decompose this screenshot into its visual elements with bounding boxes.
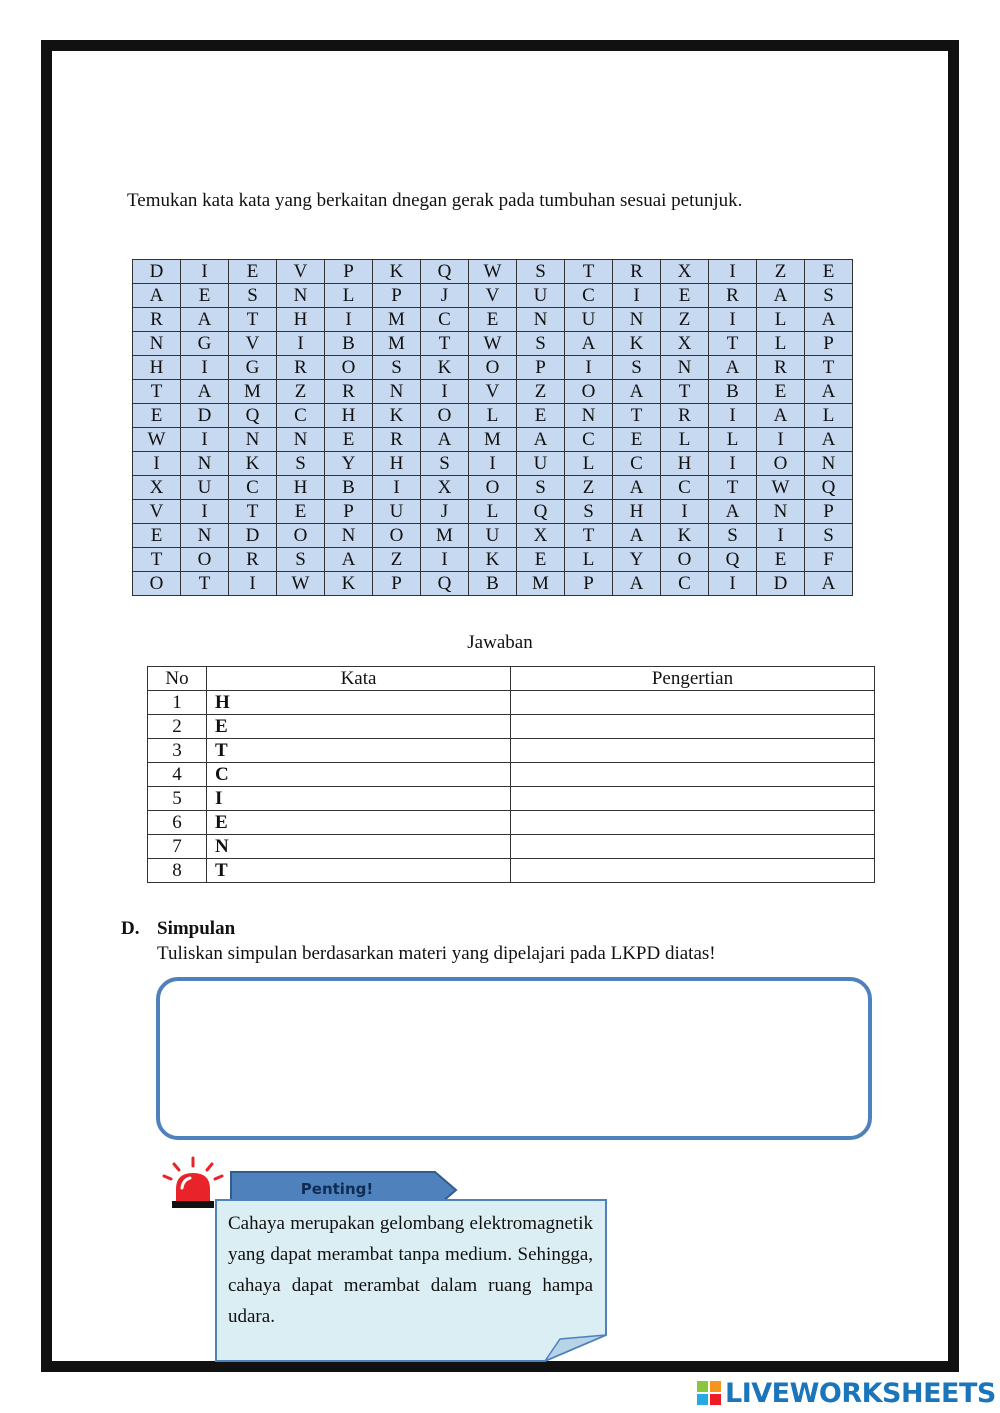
grid-cell[interactable]: J: [421, 284, 469, 308]
grid-row: [133, 284, 853, 308]
grid-row: [133, 308, 853, 332]
word-search-grid[interactable]: [132, 259, 853, 596]
grid-row: [133, 356, 853, 380]
grid-cell[interactable]: N: [181, 452, 229, 476]
grid-cell[interactable]: Z: [373, 548, 421, 572]
grid-cell[interactable]: D: [757, 572, 805, 596]
grid-cell[interactable]: A: [805, 428, 853, 452]
answer-row: [148, 763, 875, 787]
grid-cell[interactable]: I: [709, 452, 757, 476]
grid-cell[interactable]: N: [373, 380, 421, 404]
grid-cell[interactable]: N: [661, 356, 709, 380]
grid-row: [133, 404, 853, 428]
answer-pengertian-input[interactable]: [511, 739, 875, 763]
grid-cell[interactable]: X: [421, 476, 469, 500]
grid-cell[interactable]: S: [565, 500, 613, 524]
grid-row: [133, 548, 853, 572]
answer-no: 2: [148, 715, 207, 739]
grid-cell[interactable]: V: [229, 332, 277, 356]
grid-cell[interactable]: C: [565, 284, 613, 308]
answer-row: [148, 835, 875, 859]
grid-cell[interactable]: K: [373, 404, 421, 428]
answer-row: [148, 859, 875, 883]
grid-cell[interactable]: O: [469, 476, 517, 500]
liveworksheets-logo: [697, 1378, 996, 1408]
answer-pengertian-input[interactable]: [511, 763, 875, 787]
grid-cell[interactable]: E: [133, 404, 181, 428]
grid-cell[interactable]: N: [805, 452, 853, 476]
answer-pengertian-input[interactable]: [511, 859, 875, 883]
grid-cell[interactable]: C: [421, 308, 469, 332]
answer-kata-input[interactable]: N: [207, 835, 511, 859]
grid-row: [133, 524, 853, 548]
grid-cell[interactable]: X: [661, 260, 709, 284]
grid-cell[interactable]: T: [613, 404, 661, 428]
answer-kata-input[interactable]: H: [207, 691, 511, 715]
grid-cell[interactable]: Q: [229, 404, 277, 428]
grid-cell[interactable]: U: [517, 284, 565, 308]
grid-cell[interactable]: J: [421, 500, 469, 524]
grid-cell[interactable]: L: [661, 428, 709, 452]
grid-cell[interactable]: A: [709, 356, 757, 380]
grid-cell[interactable]: T: [709, 332, 757, 356]
grid-cell[interactable]: P: [565, 572, 613, 596]
grid-cell[interactable]: D: [133, 260, 181, 284]
grid-cell[interactable]: T: [229, 308, 277, 332]
grid-cell[interactable]: S: [421, 452, 469, 476]
grid-row: [133, 332, 853, 356]
grid-cell[interactable]: T: [181, 572, 229, 596]
grid-cell[interactable]: I: [565, 356, 613, 380]
grid-cell[interactable]: P: [373, 284, 421, 308]
grid-cell[interactable]: L: [469, 500, 517, 524]
grid-cell[interactable]: S: [373, 356, 421, 380]
grid-cell[interactable]: S: [517, 260, 565, 284]
grid-cell[interactable]: T: [709, 476, 757, 500]
grid-cell[interactable]: R: [661, 404, 709, 428]
grid-cell[interactable]: A: [517, 428, 565, 452]
answer-pengertian-input[interactable]: [511, 787, 875, 811]
grid-cell[interactable]: I: [757, 524, 805, 548]
grid-cell[interactable]: O: [661, 548, 709, 572]
grid-cell[interactable]: N: [133, 332, 181, 356]
grid-cell[interactable]: B: [469, 572, 517, 596]
grid-cell[interactable]: R: [277, 356, 325, 380]
grid-cell[interactable]: Z: [517, 380, 565, 404]
grid-row: [133, 260, 853, 284]
grid-cell[interactable]: R: [613, 260, 661, 284]
grid-cell[interactable]: C: [277, 404, 325, 428]
grid-cell[interactable]: T: [565, 260, 613, 284]
grid-cell[interactable]: A: [133, 284, 181, 308]
grid-cell[interactable]: I: [613, 284, 661, 308]
answer-pengertian-input[interactable]: [511, 811, 875, 835]
grid-cell[interactable]: V: [469, 284, 517, 308]
grid-row: [133, 428, 853, 452]
grid-cell[interactable]: A: [421, 428, 469, 452]
grid-cell[interactable]: S: [517, 476, 565, 500]
grid-cell[interactable]: X: [661, 332, 709, 356]
grid-cell[interactable]: K: [373, 260, 421, 284]
grid-cell[interactable]: I: [277, 332, 325, 356]
penting-label: Penting!: [300, 1180, 374, 1198]
grid-cell[interactable]: H: [133, 356, 181, 380]
grid-cell[interactable]: I: [757, 428, 805, 452]
grid-cell[interactable]: K: [421, 356, 469, 380]
grid-cell[interactable]: E: [757, 548, 805, 572]
grid-cell[interactable]: I: [133, 452, 181, 476]
grid-cell[interactable]: N: [613, 308, 661, 332]
grid-cell[interactable]: N: [325, 524, 373, 548]
answer-row: [148, 691, 875, 715]
logo-icon: [697, 1381, 721, 1405]
grid-cell[interactable]: I: [181, 500, 229, 524]
grid-cell[interactable]: G: [181, 332, 229, 356]
grid-cell[interactable]: H: [277, 308, 325, 332]
grid-cell[interactable]: X: [133, 476, 181, 500]
grid-cell[interactable]: A: [757, 404, 805, 428]
grid-cell[interactable]: A: [613, 380, 661, 404]
grid-row: [133, 500, 853, 524]
grid-cell[interactable]: P: [325, 500, 373, 524]
grid-cell[interactable]: R: [373, 428, 421, 452]
answer-no: 7: [148, 835, 207, 859]
grid-cell[interactable]: R: [757, 356, 805, 380]
grid-cell[interactable]: N: [517, 308, 565, 332]
grid-cell[interactable]: S: [277, 548, 325, 572]
grid-cell[interactable]: C: [661, 476, 709, 500]
grid-cell[interactable]: S: [277, 452, 325, 476]
grid-cell[interactable]: C: [613, 452, 661, 476]
grid-cell[interactable]: W: [469, 260, 517, 284]
grid-cell[interactable]: O: [133, 572, 181, 596]
grid-cell[interactable]: O: [373, 524, 421, 548]
grid-cell[interactable]: W: [757, 476, 805, 500]
answer-row: [148, 739, 875, 763]
grid-cell[interactable]: E: [277, 500, 325, 524]
grid-cell[interactable]: I: [709, 260, 757, 284]
answer-no: 8: [148, 859, 207, 883]
grid-cell[interactable]: M: [421, 524, 469, 548]
grid-cell[interactable]: I: [181, 428, 229, 452]
grid-cell[interactable]: H: [661, 452, 709, 476]
grid-cell[interactable]: I: [373, 476, 421, 500]
grid-row: [133, 452, 853, 476]
answer-table-header: [148, 667, 875, 691]
grid-cell[interactable]: U: [517, 452, 565, 476]
answer-pengertian-input[interactable]: [511, 835, 875, 859]
answer-no: 6: [148, 811, 207, 835]
grid-cell[interactable]: E: [469, 308, 517, 332]
grid-cell[interactable]: O: [421, 404, 469, 428]
grid-cell[interactable]: I: [661, 500, 709, 524]
grid-cell[interactable]: M: [517, 572, 565, 596]
grid-cell[interactable]: R: [709, 284, 757, 308]
grid-cell[interactable]: A: [325, 548, 373, 572]
grid-cell[interactable]: K: [661, 524, 709, 548]
grid-cell[interactable]: A: [805, 380, 853, 404]
section-d-heading: [121, 918, 235, 940]
answer-pengertian-input[interactable]: [511, 715, 875, 739]
grid-cell[interactable]: T: [565, 524, 613, 548]
grid-row: [133, 476, 853, 500]
grid-cell[interactable]: E: [133, 524, 181, 548]
grid-cell[interactable]: S: [517, 332, 565, 356]
answer-title: Jawaban: [467, 632, 533, 653]
grid-cell[interactable]: E: [181, 284, 229, 308]
grid-cell[interactable]: B: [325, 476, 373, 500]
grid-cell[interactable]: E: [757, 380, 805, 404]
grid-cell[interactable]: N: [229, 428, 277, 452]
grid-cell[interactable]: P: [805, 332, 853, 356]
answer-row: [148, 715, 875, 739]
grid-cell[interactable]: A: [757, 284, 805, 308]
grid-cell[interactable]: F: [805, 548, 853, 572]
grid-cell[interactable]: A: [709, 500, 757, 524]
grid-cell[interactable]: S: [805, 284, 853, 308]
grid-row: [133, 380, 853, 404]
grid-cell[interactable]: M: [373, 332, 421, 356]
grid-cell[interactable]: Q: [421, 260, 469, 284]
grid-cell[interactable]: B: [325, 332, 373, 356]
answer-kata-input[interactable]: C: [207, 763, 511, 787]
grid-cell[interactable]: K: [613, 332, 661, 356]
answer-no: 4: [148, 763, 207, 787]
grid-cell[interactable]: C: [661, 572, 709, 596]
grid-cell[interactable]: T: [229, 500, 277, 524]
header-no: No: [148, 667, 207, 691]
header-kata: Kata: [207, 667, 511, 691]
grid-cell[interactable]: E: [229, 260, 277, 284]
grid-cell[interactable]: R: [133, 308, 181, 332]
grid-cell[interactable]: D: [229, 524, 277, 548]
grid-cell[interactable]: E: [517, 548, 565, 572]
grid-cell[interactable]: N: [181, 524, 229, 548]
grid-cell[interactable]: K: [229, 452, 277, 476]
grid-cell[interactable]: N: [277, 284, 325, 308]
grid-cell[interactable]: D: [181, 404, 229, 428]
grid-cell[interactable]: A: [181, 380, 229, 404]
grid-cell[interactable]: Z: [565, 476, 613, 500]
grid-cell[interactable]: M: [229, 380, 277, 404]
grid-cell[interactable]: L: [757, 308, 805, 332]
grid-cell[interactable]: N: [277, 428, 325, 452]
grid-cell[interactable]: H: [277, 476, 325, 500]
grid-cell[interactable]: W: [277, 572, 325, 596]
grid-cell[interactable]: G: [229, 356, 277, 380]
grid-cell[interactable]: K: [469, 548, 517, 572]
grid-cell[interactable]: I: [709, 308, 757, 332]
grid-cell[interactable]: I: [709, 572, 757, 596]
grid-cell[interactable]: O: [757, 452, 805, 476]
answer-row: [148, 787, 875, 811]
grid-cell[interactable]: T: [133, 380, 181, 404]
answer-pengertian-input[interactable]: [511, 691, 875, 715]
grid-cell[interactable]: X: [517, 524, 565, 548]
grid-cell[interactable]: I: [421, 380, 469, 404]
grid-cell[interactable]: I: [421, 548, 469, 572]
answer-no: 5: [148, 787, 207, 811]
grid-cell[interactable]: R: [229, 548, 277, 572]
grid-cell[interactable]: O: [277, 524, 325, 548]
grid-cell[interactable]: L: [709, 428, 757, 452]
grid-cell[interactable]: P: [517, 356, 565, 380]
grid-cell[interactable]: V: [277, 260, 325, 284]
grid-cell[interactable]: P: [805, 500, 853, 524]
section-d-title: Simpulan: [157, 918, 236, 939]
grid-cell[interactable]: B: [709, 380, 757, 404]
grid-cell[interactable]: S: [229, 284, 277, 308]
answer-kata-input[interactable]: T: [207, 739, 511, 763]
grid-cell[interactable]: T: [421, 332, 469, 356]
grid-cell[interactable]: T: [661, 380, 709, 404]
grid-cell[interactable]: S: [613, 356, 661, 380]
grid-cell[interactable]: Q: [805, 476, 853, 500]
grid-cell[interactable]: W: [469, 332, 517, 356]
grid-cell[interactable]: I: [709, 404, 757, 428]
grid-cell[interactable]: I: [181, 260, 229, 284]
answer-no: 1: [148, 691, 207, 715]
grid-cell[interactable]: U: [373, 500, 421, 524]
grid-cell[interactable]: A: [613, 572, 661, 596]
grid-cell[interactable]: N: [757, 500, 805, 524]
grid-cell[interactable]: T: [805, 356, 853, 380]
grid-cell[interactable]: L: [565, 452, 613, 476]
grid-cell[interactable]: Q: [421, 572, 469, 596]
answer-no: 3: [148, 739, 207, 763]
grid-cell[interactable]: O: [181, 548, 229, 572]
grid-cell[interactable]: I: [325, 308, 373, 332]
grid-cell[interactable]: S: [709, 524, 757, 548]
grid-cell[interactable]: U: [181, 476, 229, 500]
grid-cell[interactable]: O: [325, 356, 373, 380]
grid-cell[interactable]: E: [517, 404, 565, 428]
grid-cell[interactable]: L: [805, 404, 853, 428]
grid-cell[interactable]: K: [325, 572, 373, 596]
important-note-text: Cahaya merupakan gelombang elektromagnetik yang dapat merambat tanpa medium. Sehingga, cahaya dapat merambat dalam ruang hampa udara.: [228, 1213, 593, 1327]
grid-cell[interactable]: I: [181, 356, 229, 380]
grid-cell[interactable]: E: [325, 428, 373, 452]
grid-cell[interactable]: I: [229, 572, 277, 596]
grid-cell[interactable]: Z: [661, 308, 709, 332]
section-d-label: D.: [121, 918, 140, 939]
grid-cell[interactable]: V: [133, 500, 181, 524]
section-d-description: Tuliskan simpulan berdasarkan materi yang dipelajari pada LKPD diatas!: [157, 943, 716, 964]
grid-cell[interactable]: A: [613, 524, 661, 548]
answer-row: [148, 811, 875, 835]
grid-cell[interactable]: A: [181, 308, 229, 332]
grid-cell[interactable]: L: [757, 332, 805, 356]
instruction-text: Temukan kata kata yang berkaitan dnegan gerak pada tumbuhan sesuai petunjuk.: [127, 190, 743, 211]
logo-text: LIVEWORKSHEETS: [725, 1377, 996, 1409]
answer-kata-input[interactable]: E: [207, 715, 511, 739]
grid-cell[interactable]: M: [469, 428, 517, 452]
grid-cell[interactable]: I: [469, 452, 517, 476]
grid-cell[interactable]: M: [373, 308, 421, 332]
header-pengertian: Pengertian: [511, 667, 875, 691]
grid-cell[interactable]: R: [325, 380, 373, 404]
grid-cell[interactable]: L: [325, 284, 373, 308]
grid-cell[interactable]: H: [373, 452, 421, 476]
grid-cell[interactable]: A: [565, 332, 613, 356]
grid-cell[interactable]: H: [613, 500, 661, 524]
grid-cell[interactable]: S: [805, 524, 853, 548]
grid-cell[interactable]: Z: [757, 260, 805, 284]
grid-cell[interactable]: A: [805, 308, 853, 332]
grid-cell[interactable]: U: [469, 524, 517, 548]
grid-cell[interactable]: L: [565, 548, 613, 572]
grid-cell[interactable]: O: [565, 380, 613, 404]
simpulan-answer-box[interactable]: [156, 977, 872, 1140]
answer-kata-input[interactable]: E: [207, 811, 511, 835]
grid-cell[interactable]: A: [613, 476, 661, 500]
grid-cell[interactable]: Y: [325, 452, 373, 476]
grid-cell[interactable]: E: [805, 260, 853, 284]
grid-cell[interactable]: Z: [277, 380, 325, 404]
grid-cell[interactable]: H: [325, 404, 373, 428]
grid-cell[interactable]: T: [133, 548, 181, 572]
grid-cell[interactable]: E: [613, 428, 661, 452]
grid-cell[interactable]: P: [373, 572, 421, 596]
grid-cell[interactable]: E: [661, 284, 709, 308]
grid-cell[interactable]: W: [133, 428, 181, 452]
grid-cell[interactable]: O: [469, 356, 517, 380]
grid-cell[interactable]: C: [565, 428, 613, 452]
grid-cell[interactable]: L: [469, 404, 517, 428]
answer-kata-input[interactable]: I: [207, 787, 511, 811]
grid-cell[interactable]: N: [565, 404, 613, 428]
grid-cell[interactable]: V: [469, 380, 517, 404]
grid-cell[interactable]: Q: [709, 548, 757, 572]
answer-table: [147, 666, 875, 883]
grid-cell[interactable]: Y: [613, 548, 661, 572]
grid-cell[interactable]: P: [325, 260, 373, 284]
grid-cell[interactable]: A: [805, 572, 853, 596]
grid-row: [133, 572, 853, 596]
answer-kata-input[interactable]: T: [207, 859, 511, 883]
grid-cell[interactable]: Q: [517, 500, 565, 524]
grid-cell[interactable]: U: [565, 308, 613, 332]
grid-cell[interactable]: C: [229, 476, 277, 500]
